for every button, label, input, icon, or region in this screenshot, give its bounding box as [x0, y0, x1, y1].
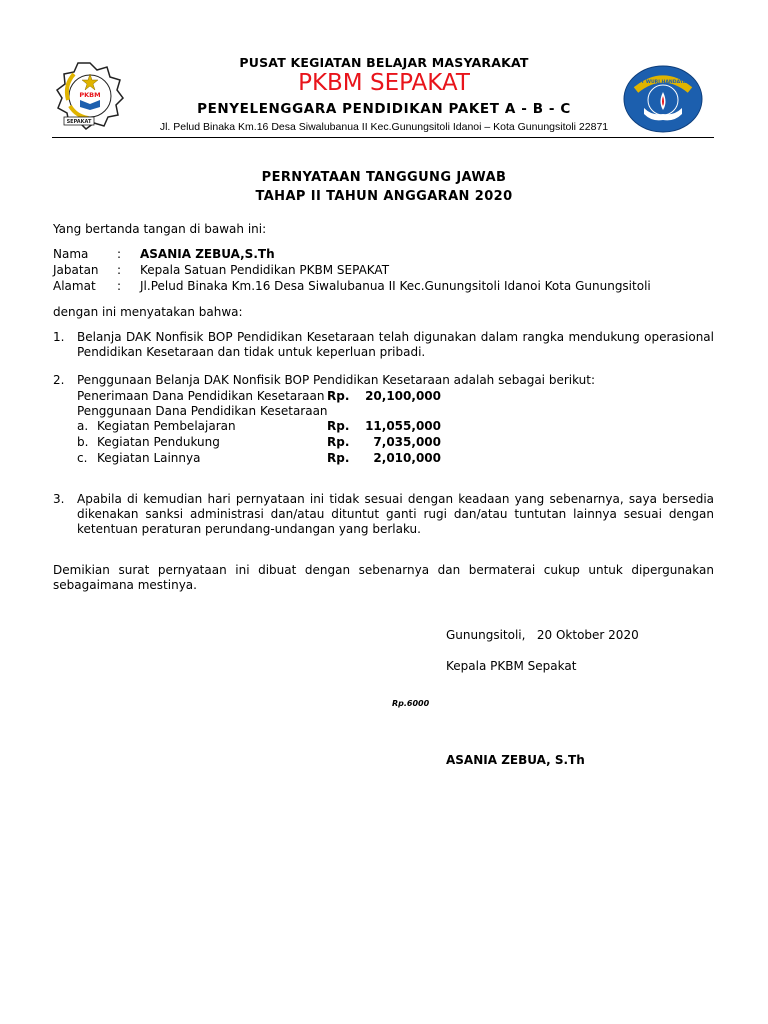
pkbm-logo-banner: SEPAKAT [66, 119, 92, 125]
intro-text: Yang bertanda tangan di bawah ini: [53, 222, 267, 236]
point-2-number: 2. [53, 373, 65, 387]
signer-position: Kepala PKBM Sepakat [446, 659, 577, 673]
org-line: PUSAT KEGIATAN BELAJAR MASYARAKAT [239, 55, 529, 70]
statement-intro: dengan ini menyatakan bahwa: [53, 305, 243, 319]
header-rule [52, 137, 714, 138]
usage-item-currency: Rp. [327, 435, 350, 449]
usage-item-amount: 2,010,000 [373, 451, 441, 465]
point-3-text: Apabila di kemudian hari pernyataan ini tidak sesuai dengan keadaan yang sebenarnya, saya bersedia dikenakan sanksi administrasi dan/atau dituntut ganti rugi dan/atau tuntutan lainnya sesuai dengan ketentuan peraturan perundang-undangan yang berlaku. [77, 492, 714, 536]
identity-name-label: Nama [53, 247, 89, 261]
pkbm-logo-text: PKBM [79, 91, 101, 99]
identity-name-value: ASANIA ZEBUA,S.Th [140, 247, 275, 261]
identity-address-label: Alamat [53, 279, 96, 293]
receipt-label: Penerimaan Dana Pendidikan Kesetaraan [77, 389, 325, 403]
usage-item-label: Kegiatan Pembelajaran [97, 419, 236, 433]
point-1-text: Belanja DAK Nonfisik BOP Pendidikan Kesetaraan telah digunakan dalam rangka mendukung operasional Pendidikan Kesetaraan dan tidak untuk keperluan pribadi. [77, 330, 714, 359]
doc-title-line1: PERNYATAAN TANGGUNG JAWAB [261, 170, 507, 185]
point-3-number: 3. [53, 492, 65, 506]
place-date: Gunungsitoli, 20 Oktober 2020 [446, 628, 639, 642]
identity-name-sep: : [117, 247, 122, 261]
usage-item-amount: 7,035,000 [373, 435, 441, 449]
signer-name: ASANIA ZEBUA, S.Th [446, 753, 585, 767]
identity-position-value: Kepala Satuan Pendidikan PKBM SEPAKAT [140, 263, 390, 277]
usage-item-label: Kegiatan Pendukung [97, 435, 220, 449]
org-address: Jl. Pelud Binaka Km.16 Desa Siwalubanua II Kec.Gunungsitoli Idanoi – Kota Gunungsitoli 22871 [159, 121, 609, 133]
usage-label: Penggunaan Dana Pendidikan Kesetaraan [77, 404, 328, 418]
point-2-text: Penggunaan Belanja DAK Nonfisik BOP Pendidikan Kesetaraan adalah sebagai berikut: [77, 373, 596, 387]
usage-item-currency: Rp. [327, 419, 350, 433]
closing-text: Demikian surat pernyataan ini dibuat dengan sebenarnya dan bermaterai cukup untuk dipergunakan sebagaimana mestinya. [53, 563, 714, 592]
stamp-duty-label: Rp.6000 [392, 699, 430, 708]
identity-position-label: Jabatan [53, 263, 99, 277]
identity-address-sep: : [117, 279, 122, 293]
org-sub: PENYELENGGARA PENDIDIKAN PAKET A - B - C [197, 101, 571, 117]
usage-item-amount: 11,055,000 [365, 419, 441, 433]
org-name: PKBM SEPAKAT [298, 70, 470, 96]
usage-item-letter: b. [77, 435, 89, 449]
receipt-currency: Rp. [327, 389, 350, 403]
usage-item-letter: c. [77, 451, 88, 465]
identity-address-value: Jl.Pelud Binaka Km.16 Desa Siwalubanua II Kec.Gunungsitoli Idanoi Kota Gunungsitoli [140, 279, 651, 293]
usage-item-letter: a. [77, 419, 89, 433]
usage-item-currency: Rp. [327, 451, 350, 465]
identity-position-sep: : [117, 263, 122, 277]
point-1-number: 1. [53, 330, 65, 344]
tut-wuri-logo-text: TUT WURI HANDAYANI [634, 80, 692, 85]
tut-wuri-logo [622, 64, 704, 134]
usage-item-label: Kegiatan Lainnya [97, 451, 201, 465]
receipt-amount: 20,100,000 [365, 389, 441, 403]
doc-title-line2: TAHAP II TAHUN ANGGARAN 2020 [255, 189, 513, 204]
